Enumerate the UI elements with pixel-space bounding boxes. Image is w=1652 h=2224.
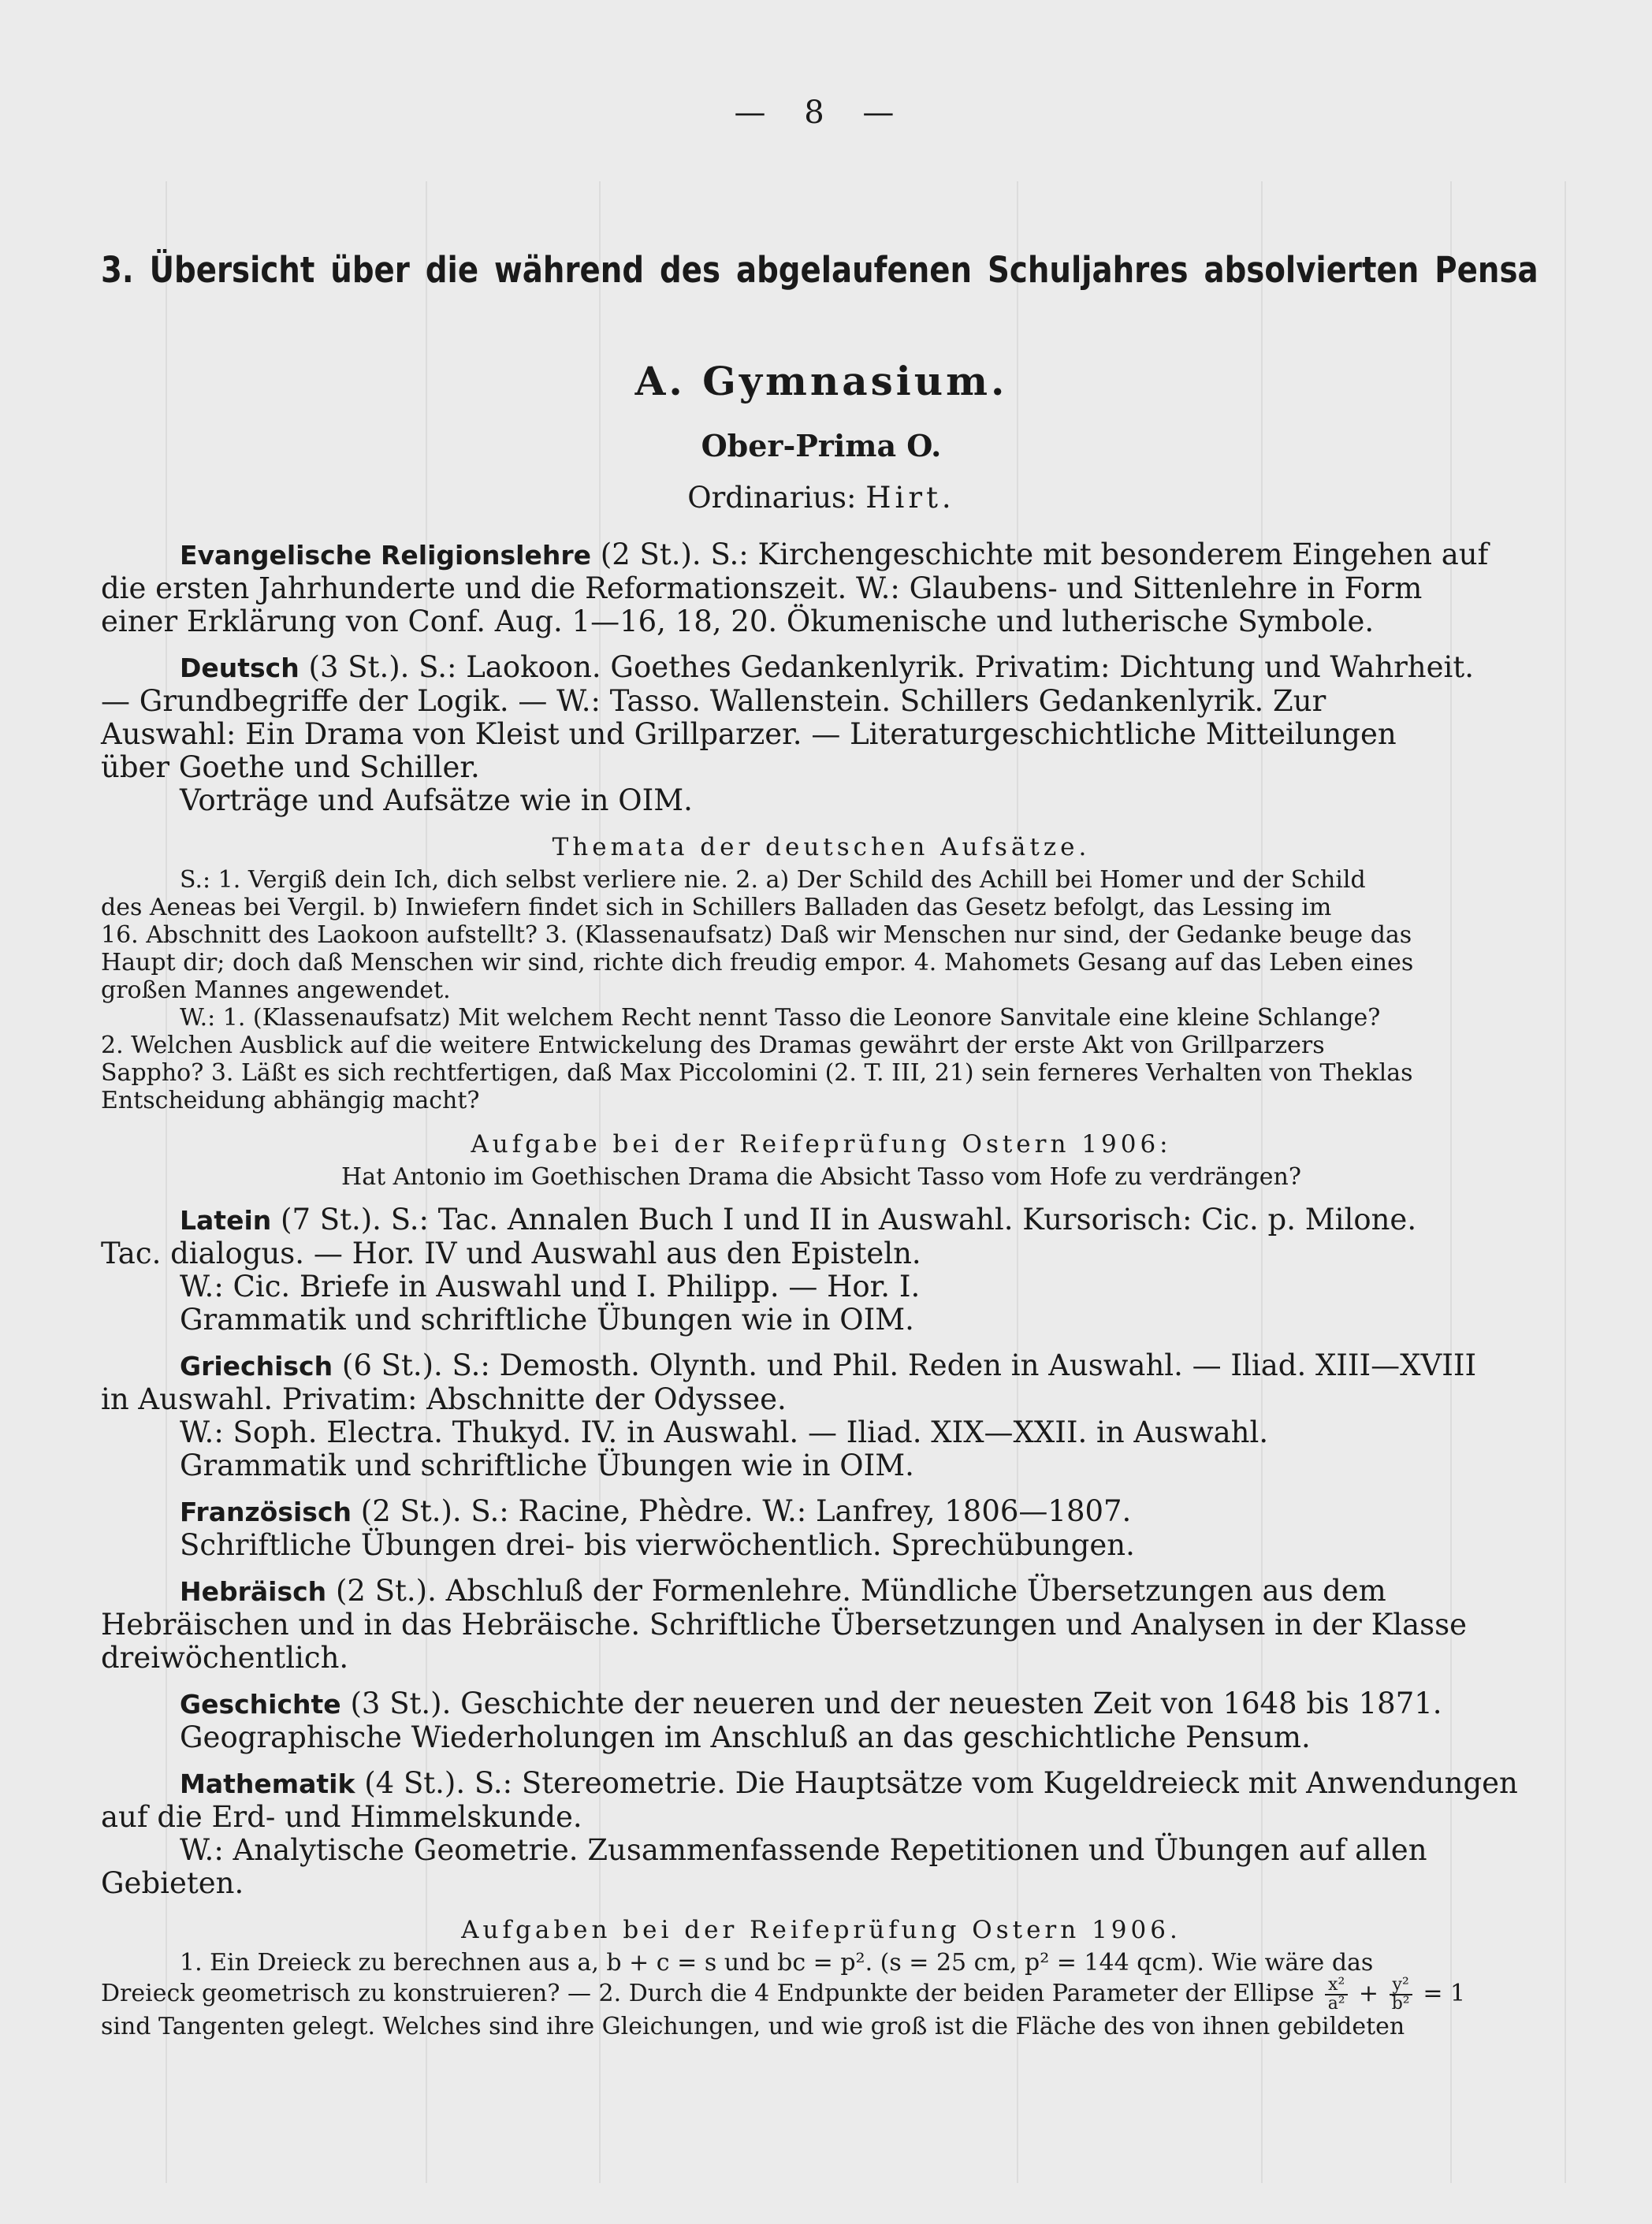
page-number: — 8 — bbox=[734, 95, 909, 131]
page-content bbox=[101, 95, 1542, 2040]
subject-religion: Evangelische Religionslehre (2 St.). S.: Kirchengeschichte mit besonderem Eingehen auf die ersten Jahrhunderte und die Reformationszeit. W.: Glaubens- und Sittenlehre in Form einer Erklärung von Conf. Aug. 1—16, 18, 20. Ökumenische und lutherische Symbole. bbox=[101, 537, 1489, 638]
subject-griechisch: Griechisch (6 St.). S.: Demosth. Olynth. und Phil. Reden in Auswahl. — Iliad. XIII—XVIII in Auswahl. Privatim: Abschnitte der Odyssee. W.: Soph. Electra. Thukyd. IV. in Auswahl. — Iliad. XIX—XXII. in Auswahl. Grammatik und schriftliche Übungen wie in OIM. bbox=[101, 1348, 1477, 1482]
subject-name: Evangelische Religionslehre bbox=[180, 540, 592, 571]
subject-name: Griechisch bbox=[180, 1351, 333, 1382]
school-title: A. Gymnasium. bbox=[634, 358, 1008, 404]
subject-name: Latein bbox=[180, 1205, 272, 1236]
class-title: Ober-Prima O. bbox=[701, 428, 942, 463]
subject-mathematik: Mathematik (4 St.). S.: Stereometrie. Die Hauptsätze vom Kugeldreieck mit Anwendungen auf die Erd- und Himmelskunde. W.: Analytische Geometrie. Zusammenfassende Repetitionen und Übungen auf allen Gebieten. bbox=[101, 1766, 1518, 1900]
essay-topics-heading: Themata der deutschen Aufsätze. bbox=[552, 833, 1091, 861]
section-title: 3. Übersicht über die während des abgelaufenen Schuljahres absolvierten Pensa bbox=[101, 249, 1539, 291]
fraction-y: $\frac{\text{y²}}{\text{b²}}$ bbox=[1390, 1977, 1412, 2013]
subject-franzoesisch: Französisch (2 St.). S.: Racine, Phèdre. W.: Lanfrey, 1806—1807. Schriftliche Übungen drei- bis vierwöchentlich. Sprechübungen. bbox=[180, 1494, 1135, 1562]
subject-name: Französisch bbox=[180, 1497, 352, 1527]
ordinarius-name: Hirt. bbox=[865, 481, 955, 515]
subject-deutsch: Deutsch (3 St.). S.: Laokoon. Goethes Gedankenlyrik. Privatim: Dichtung und Wahrheit. — Grundbegriffe der Logik. — W.: Tasso. Wallenstein. Schillers Gedankenlyrik. Zur Auswahl: Ein Drama von Kleist und Grillparzer. — Literaturgeschichtliche Mitteilungen über Goethe und Schiller. Vorträge und Aufsätze wie in OIM. bbox=[101, 650, 1474, 817]
fraction-x: $\frac{\text{x²}}{\text{a²}}$ bbox=[1325, 1977, 1348, 2013]
ordinarius bbox=[101, 481, 1542, 515]
exam-topic: Hat Antonio im Goethischen Drama die Absicht Tasso vom Hofe zu verdrängen? bbox=[341, 1163, 1301, 1191]
bleed-through-line bbox=[1565, 181, 1566, 2183]
subject-hebraeisch: Hebräisch (2 St.). Abschluß der Formenlehre. Mündliche Übersetzungen aus dem Hebräischen und in das Hebräische. Schriftliche Übersetzungen und Analysen in der Klasse dreiwöchentlich. bbox=[101, 1574, 1468, 1675]
subject-name: Hebräisch bbox=[180, 1576, 327, 1607]
exam-topic-heading: Aufgabe bei der Reifeprüfung Ostern 1906: bbox=[471, 1130, 1172, 1158]
ordinarius-label: Ordinarius: bbox=[687, 481, 857, 515]
subject-geschichte: Geschichte (3 St.). Geschichte der neueren und der neuesten Zeit von 1648 bis 1871. Geographische Wiederholungen im Anschluß an das geschichtliche Pensum. bbox=[180, 1687, 1442, 1754]
subject-name: Deutsch bbox=[180, 653, 300, 683]
essay-topics: S.: 1. Vergiß dein Ich, dich selbst verliere nie. 2. a) Der Schild des Achill bei Homer und der Schild des Aeneas bei Vergil. b) Inwiefern findet sich in Schillers Balladen das Gesetz befolgt, das Lessing im 16. Abschnitt des Laokoon aufstellt? 3. (Klassenaufsatz) Daß wir Menschen nur sind, der Gedanke beuge das Haupt dir; doch daß Menschen wir sind, richte dich freudig empor. 4. Mahomets Gesang auf das Leben eines großen Mannes angewendet. W.: 1. (Klassenaufsatz) Mit welchem Recht nennt Tasso die Leonore Sanvitale eine kleine Schlange? 2. Welchen Ausblick auf die weitere Entwickelung des Dramas gewährt der erste Akt von Grillparzers Sappho? 3. Läßt es sich rechtfertigen, daß Max Piccolomini (2. T. III, 21) sein ferneres Verhalten von Theklas Entscheidung abhängig macht? bbox=[101, 866, 1414, 1114]
subject-name: Geschichte bbox=[180, 1689, 341, 1720]
math-exam-tasks: 1. Ein Dreieck zu berechnen aus a, b + c = s und bc = p². (s = 25 cm, p² = 144 qcm). Wie wäre das Dreieck geometrisch zu konstruieren? — 2. Durch die 4 Endpunkte der beiden Parameter der Ellipse $\frac{\text{x²}}{\text{a²}}$ + $\frac{\text{y²}}{\text{b²}}$ = 1 sind Tangenten gelegt. Welches sind ihre Gleichungen, und wie groß ist die Fläche des von ihnen gebildeten bbox=[101, 1949, 1466, 2040]
subject-name: Mathematik bbox=[180, 1768, 355, 1799]
subject-latein: Latein (7 St.). S.: Tac. Annalen Buch I und II in Auswahl. Kursorisch: Cic. p. Milone. Tac. dialogus. — Hor. IV und Auswahl aus den Episteln. W.: Cic. Briefe in Auswahl und I. Philipp. — Hor. I. Grammatik und schriftliche Übungen wie in OIM. bbox=[101, 1203, 1417, 1337]
math-exam-heading: Aufgaben bei der Reifeprüfung Ostern 1906. bbox=[461, 1916, 1181, 1944]
